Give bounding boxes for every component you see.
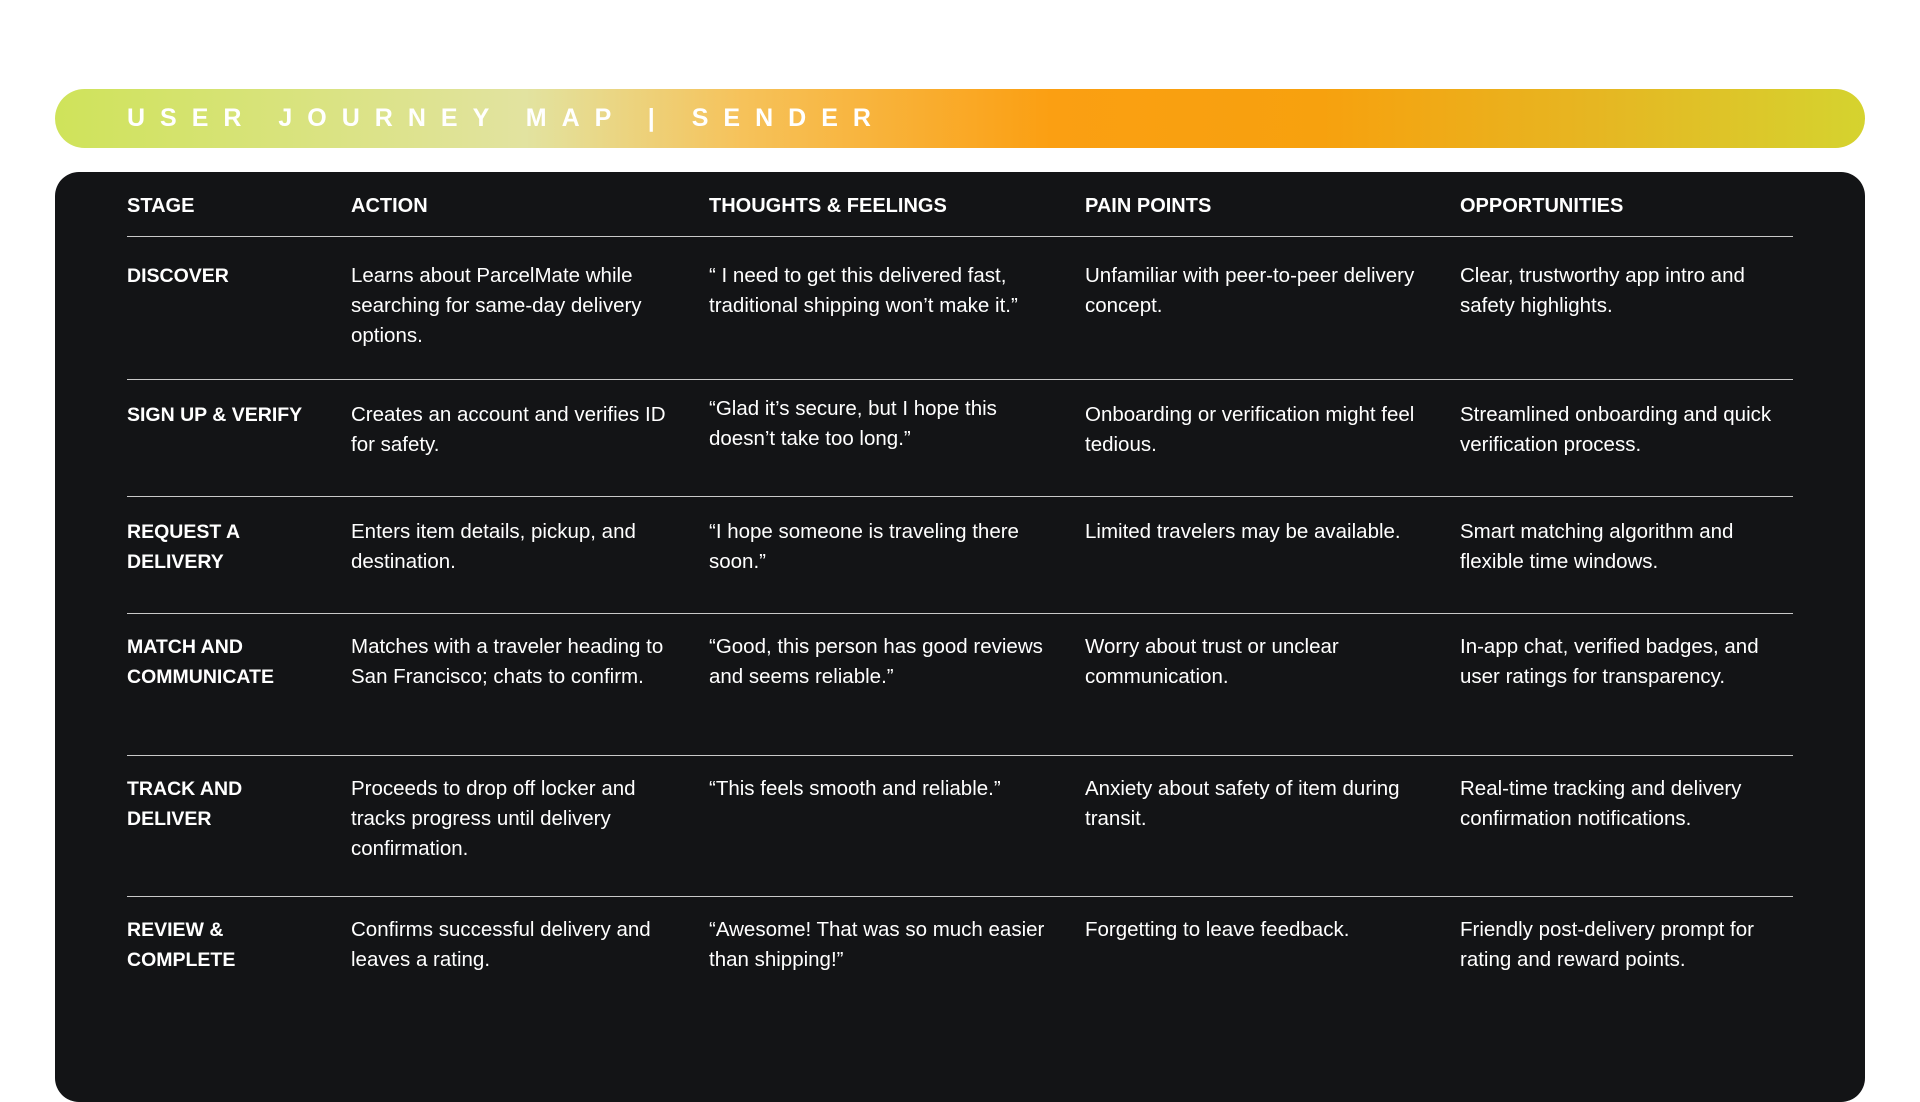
table-row: [127, 614, 1793, 756]
table-row: [127, 237, 1793, 380]
pain-cell: Forgetting to leave feedback.: [1085, 918, 1350, 941]
page-title: USER JOURNEY MAP | SENDER: [127, 104, 886, 132]
action-cell: Learns about ParcelMate while searching for same-day delivery options.: [351, 264, 642, 347]
action-cell: Creates an account and verifies ID for safety.: [351, 403, 666, 456]
stage-cell: TRACK AND DELIVER: [127, 778, 243, 830]
thoughts-cell: “I hope someone is traveling there soon.”: [709, 520, 1019, 573]
table-row: [127, 380, 1793, 497]
action-cell: Proceeds to drop off locker and tracks progress until delivery confirmation.: [351, 777, 636, 860]
opportunity-cell: Streamlined onboarding and quick verification process.: [1460, 403, 1772, 456]
stage-cell: REQUEST A DELIVERY: [127, 521, 240, 573]
table-row: [127, 897, 1793, 1017]
action-cell: Enters item details, pickup, and destination.: [351, 520, 636, 573]
pain-cell: Onboarding or verification might feel tedious.: [1085, 403, 1415, 456]
stage-cell: MATCH AND COMMUNICATE: [127, 636, 274, 688]
header-thoughts: THOUGHTS & FEELINGS: [709, 195, 947, 217]
opportunity-cell: Real-time tracking and delivery confirmation notifications.: [1460, 777, 1742, 830]
header-stage: STAGE: [127, 195, 195, 217]
title-banner: [55, 89, 1865, 148]
opportunity-cell: Friendly post-delivery prompt for rating and reward points.: [1460, 918, 1754, 971]
pain-cell: Limited travelers may be available.: [1085, 520, 1401, 543]
thoughts-cell: “ I need to get this delivered fast, traditional shipping won’t make it.”: [709, 264, 1018, 317]
stage-cell: SIGN UP & VERIFY: [127, 404, 303, 426]
stage-cell: DISCOVER: [127, 265, 229, 287]
header-action: ACTION: [351, 195, 428, 217]
thoughts-cell: “This feels smooth and reliable.”: [709, 777, 1001, 800]
table-row: [127, 756, 1793, 897]
thoughts-cell: “Awesome! That was so much easier than shipping!”: [709, 918, 1045, 971]
opportunity-cell: Smart matching algorithm and flexible time windows.: [1460, 520, 1734, 573]
header-opportunities: OPPORTUNITIES: [1460, 195, 1624, 217]
table-header: [127, 172, 1793, 237]
thoughts-cell: “Good, this person has good reviews and seems reliable.”: [709, 635, 1043, 688]
journey-map-table: [127, 172, 1793, 1017]
header-pain-points: PAIN POINTS: [1085, 195, 1212, 217]
stage-cell: REVIEW & COMPLETE: [127, 919, 236, 971]
pain-cell: Unfamiliar with peer-to-peer delivery concept.: [1085, 264, 1415, 317]
pain-cell: Worry about trust or unclear communication.: [1085, 635, 1339, 688]
pain-cell: Anxiety about safety of item during transit.: [1085, 777, 1400, 830]
table-row: [127, 497, 1793, 614]
opportunity-cell: In-app chat, verified badges, and user ratings for transparency.: [1460, 635, 1759, 688]
action-cell: Confirms successful delivery and leaves a rating.: [351, 918, 651, 971]
action-cell: Matches with a traveler heading to San Francisco; chats to confirm.: [351, 635, 664, 688]
opportunity-cell: Clear, trustworthy app intro and safety highlights.: [1460, 264, 1745, 317]
journey-map-panel: [55, 172, 1865, 1102]
thoughts-cell: “Glad it’s secure, but I hope this doesn’t take too long.”: [709, 397, 997, 450]
